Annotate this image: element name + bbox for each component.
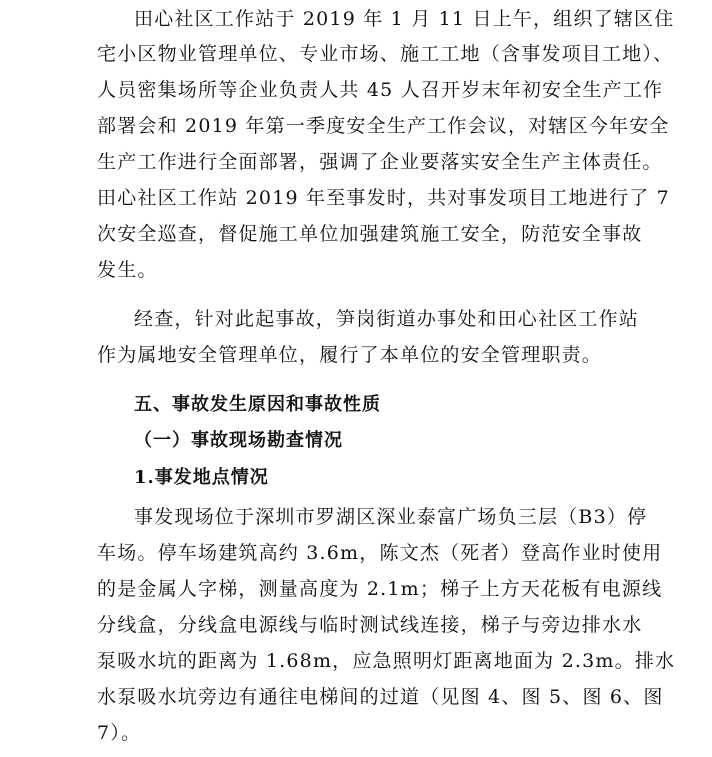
paragraph-line: 经查，针对此起事故，笋岗街道办事处和田心社区工作站	[134, 308, 640, 330]
paragraph-line: 次安全巡查，督促施工单位加强建筑施工安全，防范安全事故	[97, 223, 643, 245]
paragraph-line: 泵吸水坑的距离为 1.68m，应急照明灯距离地面为 2.3m。排水	[97, 650, 676, 672]
paragraph-line: 分线盒，分线盒电源线与临时测试线连接，梯子与旁边排水水	[97, 614, 643, 636]
paragraph-line: 7）。	[97, 722, 142, 744]
paragraph-line: 田心社区工作站 2019 年至事发时，共对事发项目工地进行了 7	[97, 187, 670, 209]
item-heading: 1.事发地点情况	[134, 467, 269, 488]
paragraph-line: 部署会和 2019 年第一季度安全生产工作会议，对辖区今年安全	[97, 115, 670, 137]
paragraph-line: 的是金属人字梯，测量高度为 2.1m；梯子上方天花板有电源线	[97, 578, 663, 600]
paragraph-line: 田心社区工作站于 2019 年 1 月 11 日上午，组织了辖区住	[134, 8, 675, 30]
subsection-heading: （一）事故现场勘查情况	[134, 430, 343, 451]
paragraph-line: 水泵吸水坑旁边有通往电梯间的过道（见图 4、图 5、图 6、图	[97, 686, 664, 708]
paragraph-line: 事发现场位于深圳市罗湖区深业泰富广场负三层（B3）停	[134, 506, 648, 528]
paragraph-line: 宅小区物业管理单位、专业市场、施工工地（含事发项目工地）、	[97, 43, 674, 65]
paragraph-line: 发生。	[97, 259, 158, 281]
paragraph-line: 车场。停车场建筑高约 3.6m，陈文杰（死者）登高作业时使用	[97, 542, 663, 564]
paragraph-line: 作为属地安全管理单位，履行了本单位的安全管理职责。	[97, 344, 603, 366]
paragraph-line: 人员密集场所等企业负责人共 45 人召开岁末年初安全生产工作	[97, 79, 664, 101]
section-heading: 五、事故发生原因和事故性质	[134, 394, 381, 415]
paragraph-line: 生产工作进行全面部署，强调了企业要落实安全生产主体责任。	[97, 151, 663, 173]
